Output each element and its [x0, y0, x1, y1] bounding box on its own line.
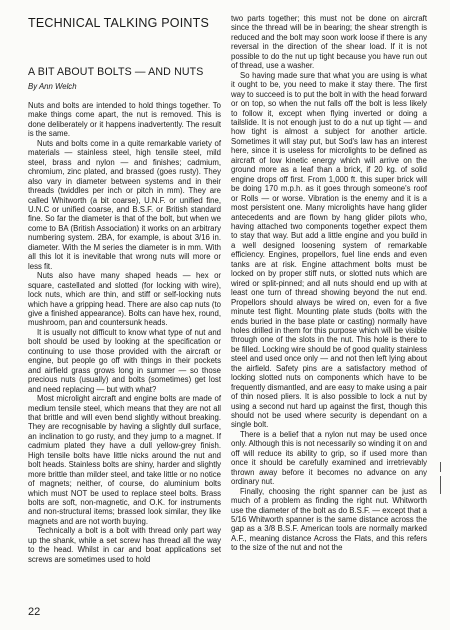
paragraph: There is a belief that a nylon nut may be used once only. Although this is not necessarily so winding it on and off will reduce its ability to grip, so if used more than once it should be carefully examined and irretrievably thrown away before it becomes no advance on any ordinary nut.	[231, 429, 427, 487]
margin-mark	[440, 462, 441, 472]
left-column	[28, 101, 221, 564]
paragraph: Nuts and bolts are intended to hold things together. To make things come apart, the nut is removed. This is done deliberately or it happens inadvertently. The result is the same.	[28, 101, 221, 139]
byline: By Ann Welch	[28, 82, 77, 91]
article-title: A BIT ABOUT BOLTS — AND NUTS	[28, 66, 204, 78]
paragraph: Nuts and bolts come in a quite remarkable variety of materials — stainless steel, high tensile steel, mild steel, brass and nylon — and finishes; cadmium, chromium, zinc plated, and brassed (goes rusty). They also vary in diameter between systems and in their threads (twiddles per inch or pitch in mm). They are called Whitworth (a bit coarse), U.N.F. or unified fine, U.N.C or unified coarse, and B.S.F. or British standard fine. So far the diameter is that of the bolt, but when we come to BA (British Association) it works on an arbitrary numbering system. 2BA, for example, is about 3/16 in. diameter. With the M series the diameter is in mm. With all this lot it is inevitable that wrong nuts will more or less fit.	[28, 138, 221, 271]
page-number: 22	[28, 606, 41, 618]
paragraph: So having made sure that what you are using is what it ought to be, you need to make it stay there. The first way to succeed is to put the bolt in with the head forward or on top, so when the nut falls off the bolt is less likely to follow it, except when flying inverted or doing a tailslide. It is not enough just to do a nut up tight — and how tight is almost a subject for another article. Sometimes it will stay put, but Sod's law has an interest here, since it is useless for microlights to be defined as aircraft of low kinetic energy which will arrive on the ground more as a leaf than a brick, if 20 kg. of solid engine drops off first. From 1,000 ft. this super brick will be doing 170 m.p.h. as it goes through someone's roof or Rolls — or worse. Vibration is the enemy and it is a most persistent one. Many microlights have hang glider antecedents and are flown by hang glider pilots who, having attached two components together expect them to stay that way. But add a little engine and you build in a well designed loosening system of remarkable efficiency. Engines, propellors, fuel line ends and even tanks are at risk. Engine attachment bolts must be locked on by proper stiff nuts, or slotted nuts which are wired or split-pinned; and all nuts should end up with at least one turn of thread showing beyond the nut end. Propellors should always be wired on, even for a five minute test flight. Mounting plate studs (bolts with the ends buried in the base plate or casting) normally have holes drilled in them for this purpose which will be visible through one of the slots in the nut. This hole is there to be filled. Locking wire should be of good quality stainless steel and used once only — and not then left lying about the airfield. Safety pins are a satisfactory method of locking slotted nuts on components which have to be frequently dismantled, and are easy to make using a pair of thin nosed pliers. It is also possible to lock a nut by using a second nut hard up against the first, though this should not be used where security is dependant on a single bolt.	[231, 70, 427, 430]
margin-mark	[440, 476, 441, 494]
paragraph: Technically a bolt is a bolt with thread only part way up the shank, while a set screw has thread all the way to the head. Whilst in car and boat applications set screws are sometimes used to hold	[28, 526, 221, 564]
paragraph: two parts together; this must not be done on aircraft since the thread will be in bearing; the shear strength is reduced and the bolt may soon work loose if there is any reversal in the direction of the shear load. If it is not possible to do the nut up tight because you have run out of thread, use a washer.	[231, 14, 427, 71]
right-column	[231, 14, 427, 553]
paragraph: Most microlight aircraft and engine bolts are made of medium tensile steel, which means that they are not all that brittle and will even bend slightly without breaking. They are recognisable by having a slightly dull surface, an inclination to go rusty, and they jump to a magnet. If cadmium plated they have a dull yellow-grey finish. High tensile bolts have little nicks around the nut and bolt heads. Stainless bolts are shiny, harder and slightly more brittle than milder steel, and take little or no notice of magnets; neither, of course, do aluminium bolts which must NOT be used to replace steel bolts. Brass bolts are soft, non-magnetic, and O.K. for instruments and non-structural items; brassed look similar, they like magnets and are not worth buying.	[28, 394, 221, 526]
paragraph: Nuts also have many shaped heads — hex or square, castellated and slotted (for locking with wire), lock nuts, which are thin, and stiff or self-locking nuts which have a gripping head. There are also cap nuts (to give a finished appearance). Bolts can have hex, round, mushroom, pan and countersunk heads.	[28, 271, 221, 328]
paragraph: Finally, choosing the right spanner can be just as much of a problem as finding the right nut. Whitworth use the diameter of the bolt as do B.S.F. — except that a 5/16 Whitworth spanner is the same distance across the gap as a 3/8 B.S.F. American tools are normally marked A.F., meaning distance Across the Flats, and this refers to the size of the nut and not the	[231, 486, 427, 553]
section-heading: TECHNICAL TALKING POINTS	[28, 16, 209, 30]
paragraph: It is usually not difficult to know what type of nut and bolt should be used by looking at the specification or continuing to use those provided with the aircraft or engine, but people go off with things in their pockets and airfield grass grows long in summer — so those precious nuts (usually) and bolts (sometimes) get lost and need replacing — but with what?	[28, 327, 221, 394]
